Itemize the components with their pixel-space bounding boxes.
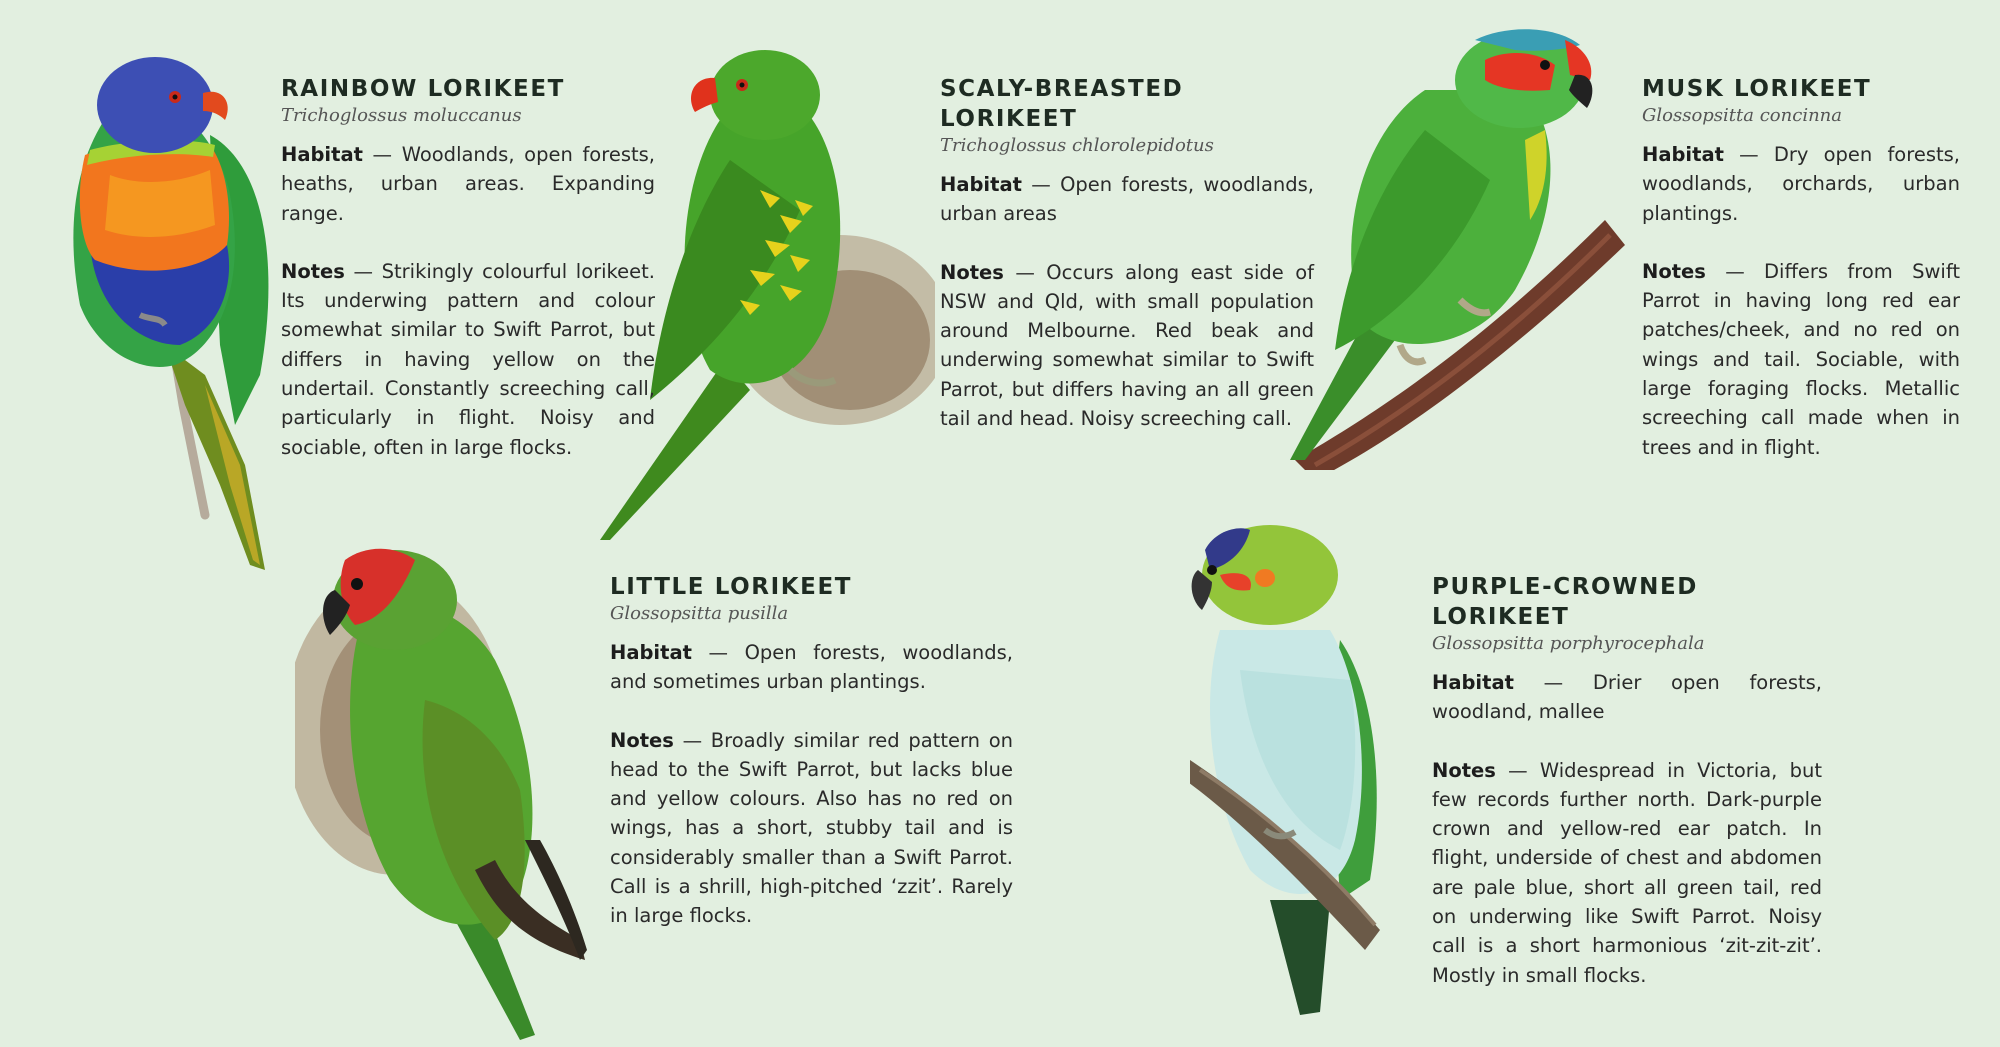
habitat-label: Habitat xyxy=(281,143,363,166)
notes-label: Notes xyxy=(940,260,1004,284)
notes-text: Widespread in Victoria, but few records further north. Dark-purple crown and yellow-red ear patch. In flight, underside of chest and abdomen are pale blue, short all green tail, red on underwing like Swift Parrot. Noisy call is a short harmonious ‘zit-zit-zit’. Mostly in small flocks. xyxy=(1432,758,1822,987)
scientific-name: Glossopsitta pusilla xyxy=(610,603,789,624)
habitat-paragraph: Habitat — Drier open forests, woodland, mallee xyxy=(1432,671,1822,724)
species-name: PURPLE-CROWNED LORIKEET xyxy=(1432,574,1698,630)
notes-paragraph: Notes — Strikingly colourful lorikeet. Its underwing pattern and colour somewhat similar to Swift Parrot, but differs in having yellow on the undertail. Constantly screeching call, particularly in flight. Noisy and sociable, often in large flocks. xyxy=(281,259,655,459)
notes-paragraph: Notes — Differs from Swift Parrot in having long red ear patches/cheek, and no red on wings and tail. Sociable, with large foraging flocks. Metallic screeching call made when in trees and in flight. xyxy=(1642,259,1960,459)
scientific-name: Glossopsitta concinna xyxy=(1642,105,1842,126)
scientific-name: Trichoglossus chlorolepidotus xyxy=(940,135,1214,156)
species-name: LITTLE LORIKEET xyxy=(610,574,853,600)
notes-paragraph: Notes — Broadly similar red pattern on head to the Swift Parrot, but lacks blue and yellow colours. Also has no red on wings, has a short, stubby tail and is considerably smaller than a Swift Parrot. Call is a shrill, high-pitched ‘zzit’. Rarely in large flocks. xyxy=(610,728,1013,928)
habitat-label: Habitat xyxy=(1432,671,1514,694)
habitat-label: Habitat xyxy=(1642,143,1724,166)
habitat-label: Habitat xyxy=(940,173,1022,196)
entry-musk-lorikeet xyxy=(1642,74,1960,491)
scientific-name: Glossopsitta porphyrocephala xyxy=(1432,633,1705,654)
notes-label: Notes xyxy=(1432,758,1496,782)
notes-text: Differs from Swift Parrot in having long red ear patches/cheek, and no red on wings and tail. Sociable, with large foraging flocks. Metallic screeching call made when in trees and in flight. xyxy=(1642,259,1960,459)
musk-lorikeet-illustration xyxy=(1275,20,1635,470)
notes-label: Notes xyxy=(610,728,674,752)
habitat-text: Woodlands, open forests, heaths, urban areas. Expanding range. xyxy=(281,143,655,225)
notes-text: Broadly similar red pattern on head to the Swift Parrot, but lacks blue and yellow colours. Also has no red on wings, has a short, stubby tail and is considerably smaller than a Swift Parrot. Call is a shrill, high-pitched ‘zzit’. Rarely in large flocks. xyxy=(610,728,1013,928)
habitat-paragraph: Habitat — Dry open forests, woodlands, orchards, urban plantings. xyxy=(1642,143,1960,225)
species-name: MUSK LORIKEET xyxy=(1642,76,1872,102)
entry-rainbow-lorikeet xyxy=(281,74,655,491)
notes-label: Notes xyxy=(1642,259,1706,283)
habitat-paragraph: Habitat — Woodlands, open forests, heaths, urban areas. Expanding range. xyxy=(281,143,655,225)
species-name: SCALY-BREASTED LORIKEET xyxy=(940,76,1184,132)
entry-scaly-breasted-lorikeet xyxy=(940,74,1314,462)
species-name: RAINBOW LORIKEET xyxy=(281,76,565,102)
habitat-text: Drier open forests, woodland, mallee xyxy=(1432,671,1822,724)
entry-little-lorikeet xyxy=(610,572,1013,960)
purple-crowned-lorikeet-illustration xyxy=(1190,520,1400,1025)
rainbow-lorikeet-illustration xyxy=(55,45,280,585)
notes-paragraph: Notes — Occurs along east side of NSW and Qld, with small population around Melbourne. Red beak and underwing somewhat similar to Swift Parrot, but differs having an all green tail and head. Noisy screeching call. xyxy=(940,260,1314,431)
notes-text: Strikingly colourful lorikeet. Its underwing pattern and colour somewhat similar to Swift Parrot, but differs in having yellow on the undertail. Constantly screeching call, particularly in flight. Noisy and sociable, often in large flocks. xyxy=(281,259,655,459)
habitat-text: Dry open forests, woodlands, orchards, urban plantings. xyxy=(1642,143,1960,225)
habitat-paragraph: Habitat — Open forests, woodlands, urban areas xyxy=(940,173,1314,226)
notes-label: Notes xyxy=(281,259,345,283)
scientific-name: Trichoglossus moluccanus xyxy=(281,105,522,126)
habitat-label: Habitat xyxy=(610,641,692,664)
habitat-text: Open forests, woodlands, and sometimes urban plantings. xyxy=(610,641,1013,694)
entry-purple-crowned-lorikeet xyxy=(1432,572,1822,1019)
habitat-text: Open forests, woodlands, urban areas xyxy=(940,173,1314,226)
notes-paragraph: Notes — Widespread in Victoria, but few records further north. Dark-purple crown and yellow-red ear patch. In flight, underside of chest and abdomen are pale blue, short all green tail, red on underwing like Swift Parrot. Noisy call is a short harmonious ‘zit-zit-zit’. Mostly in small flocks. xyxy=(1432,758,1822,987)
little-lorikeet-illustration xyxy=(295,540,605,1040)
habitat-paragraph: Habitat — Open forests, woodlands, and sometimes urban plantings. xyxy=(610,641,1013,694)
notes-text: Occurs along east side of NSW and Qld, with small population around Melbourne. Red beak and underwing somewhat similar to Swift Parrot, but differs having an all green tail and head. Noisy screeching call. xyxy=(940,260,1314,431)
